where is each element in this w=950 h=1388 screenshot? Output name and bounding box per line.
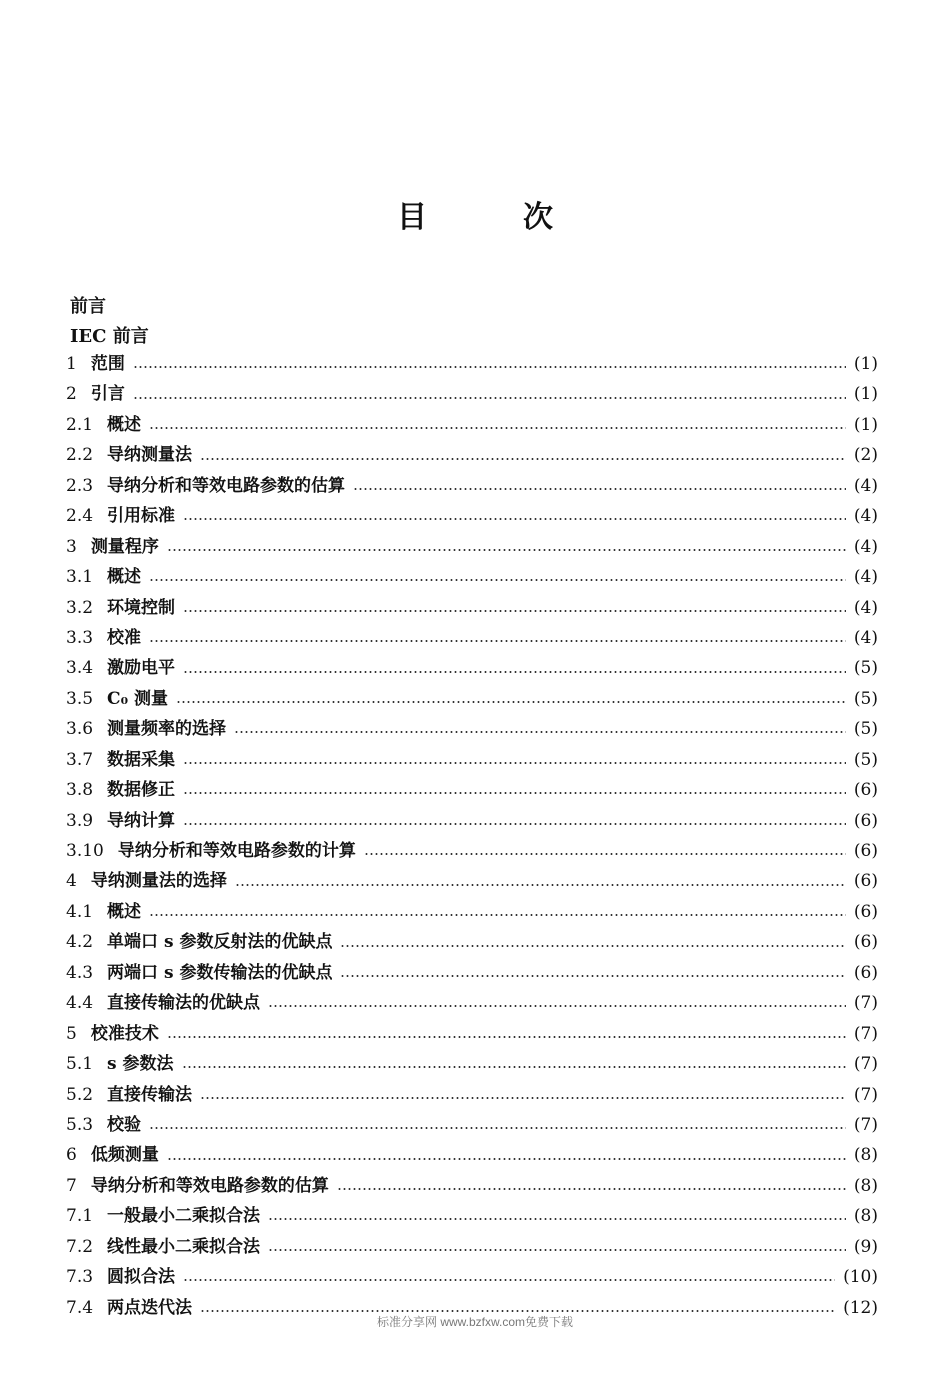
toc-entry-page: (6) xyxy=(853,871,878,892)
toc-entry-number: 3.4 xyxy=(66,658,94,679)
toc-entry xyxy=(66,379,878,409)
toc-entry-title: 导纳分析和等效电路参数的估算 xyxy=(107,475,346,496)
toc-entry-title: 数据修正 xyxy=(107,780,176,801)
toc-entry-title: 校验 xyxy=(107,1114,142,1135)
watermark-footer: 标准分享网 www.bzfxw.com免费下载 xyxy=(376,1315,574,1329)
dot-leader xyxy=(200,1097,846,1099)
toc-entry xyxy=(66,714,878,744)
toc-entry-page: (6) xyxy=(853,901,878,922)
toc-entry xyxy=(66,349,878,379)
toc-entry-number: 4.4 xyxy=(66,993,94,1014)
toc-entry-title: 环境控制 xyxy=(107,597,176,618)
toc-entry-page: (2) xyxy=(853,445,878,466)
toc-entry-title: 测量频率的选择 xyxy=(107,719,227,740)
toc-entry-number: 4 xyxy=(66,871,77,892)
toc-entry-title: 两端口 s 参数传输法的优缺点 xyxy=(107,962,333,983)
toc-entry-number: 6 xyxy=(66,1145,77,1166)
toc-entry-page: (1) xyxy=(853,354,878,374)
toc-entry-number: 3.5 xyxy=(66,688,94,709)
toc-entry-page: (5) xyxy=(853,749,878,770)
toc-entry-title: 测量程序 xyxy=(90,536,159,557)
toc-entry xyxy=(66,1201,878,1231)
toc-entry-number: 7.3 xyxy=(66,1267,94,1288)
toc-entry-title: 圆拟合法 xyxy=(107,1267,176,1288)
toc-entry-number: 2.2 xyxy=(66,445,94,466)
dot-leader xyxy=(183,610,846,612)
toc-entry-number: 5.2 xyxy=(66,1084,94,1105)
toc-entry-page: (7) xyxy=(853,1114,878,1135)
toc-entry-title: 数据采集 xyxy=(107,749,176,770)
toc-entry xyxy=(66,1080,878,1110)
dot-leader xyxy=(183,671,846,673)
toc-entry xyxy=(66,988,878,1018)
toc-entry xyxy=(66,866,878,896)
toc-entry xyxy=(66,927,878,957)
toc-entry-page: (10) xyxy=(843,1267,878,1288)
toc-entry-number: 4.1 xyxy=(66,901,94,922)
dot-leader xyxy=(337,1188,846,1190)
toc-entry-page: (6) xyxy=(853,780,878,801)
dot-leader xyxy=(149,914,846,916)
dot-leader xyxy=(200,1310,835,1312)
toc-entry-number: 3.7 xyxy=(66,749,94,770)
toc-entry xyxy=(66,562,878,592)
dot-leader xyxy=(133,366,846,368)
toc-entry-number: 2 xyxy=(66,384,77,405)
toc-entry-title: 直接传输法 xyxy=(107,1084,193,1105)
toc-entry-title: C₀ 测量 xyxy=(107,688,168,709)
dot-leader xyxy=(149,1127,846,1129)
toc-entry-page: (7) xyxy=(853,1023,878,1044)
toc-entry xyxy=(66,653,878,683)
page-title xyxy=(0,192,950,236)
toc-entry-number: 3.2 xyxy=(66,597,94,618)
toc-entry xyxy=(66,1019,878,1049)
toc-entry xyxy=(66,471,878,501)
dot-leader xyxy=(182,1066,846,1068)
dot-leader xyxy=(133,397,846,399)
toc-entry-number: 5.3 xyxy=(66,1114,94,1135)
dot-leader xyxy=(268,1249,846,1251)
toc-entry-page: (9) xyxy=(853,1236,878,1257)
toc-entry xyxy=(66,775,878,805)
dot-leader xyxy=(149,640,846,642)
toc-entry-page: (6) xyxy=(853,841,878,861)
toc-entry xyxy=(66,836,878,866)
toc-entry-number: 3.3 xyxy=(66,627,94,648)
toc-entry xyxy=(66,532,878,562)
toc-entry xyxy=(66,1262,878,1292)
toc-entry-title: 校准 xyxy=(107,627,142,648)
toc-entry xyxy=(66,1171,878,1201)
toc-entry-number: 3.10 xyxy=(66,841,104,861)
dot-leader xyxy=(167,1036,846,1038)
toc-entry xyxy=(66,806,878,836)
dot-leader xyxy=(183,1279,835,1281)
toc-entry-page: (5) xyxy=(853,719,878,740)
toc-entry-title: 直接传输法的优缺点 xyxy=(107,993,261,1014)
dot-leader xyxy=(183,518,846,520)
toc-entry-number: 3.8 xyxy=(66,780,94,801)
toc-entry-number: 2.1 xyxy=(66,414,94,435)
toc-entry xyxy=(66,1049,878,1079)
toc-foreword: 前言 xyxy=(70,296,106,317)
toc-entry-page: (4) xyxy=(853,475,878,496)
toc-entry xyxy=(66,958,878,988)
dot-leader xyxy=(340,975,845,977)
toc-entry-title: 导纳测量法 xyxy=(107,445,193,466)
dot-leader xyxy=(364,853,846,855)
toc-entry-page: (8) xyxy=(853,1175,878,1196)
dot-leader xyxy=(183,823,846,825)
toc-entry-page: (5) xyxy=(853,658,878,679)
toc-entry-title: 校准技术 xyxy=(90,1023,159,1044)
toc-entry-number: 2.4 xyxy=(66,506,94,527)
toc-entry xyxy=(66,410,878,440)
toc-entry-title: 导纳分析和等效电路参数的计算 xyxy=(117,841,356,861)
toc-entry xyxy=(66,501,878,531)
toc-entry xyxy=(66,1110,878,1140)
toc-iec-foreword: IEC 前言 xyxy=(70,326,149,347)
toc-entry-title: 两点迭代法 xyxy=(107,1297,193,1318)
toc-entry-number: 4.3 xyxy=(66,962,94,983)
dot-leader xyxy=(234,731,846,733)
toc-entry-title: 导纳测量法的选择 xyxy=(90,871,227,892)
dot-leader xyxy=(149,579,846,581)
toc-entry-title: 激励电平 xyxy=(107,658,176,679)
toc-entry xyxy=(66,897,878,927)
toc-entry xyxy=(66,623,878,653)
toc-entry-page: (12) xyxy=(843,1297,878,1318)
toc-entry-number: 5 xyxy=(66,1023,77,1044)
toc-entry-title: 概述 xyxy=(107,414,142,435)
toc-entry-page: (4) xyxy=(853,627,878,648)
toc-entry-title: 一般最小二乘拟合法 xyxy=(107,1206,261,1227)
dot-leader xyxy=(183,792,846,794)
toc-entry-title: 低频测量 xyxy=(90,1145,159,1166)
toc-entry-page: (1) xyxy=(853,384,878,405)
toc-entry-title: 导纳分析和等效电路参数的估算 xyxy=(90,1175,329,1196)
toc-entry-title: s 参数法 xyxy=(107,1054,174,1075)
toc-entry-title: 引言 xyxy=(90,384,125,405)
dot-leader xyxy=(167,549,846,551)
dot-leader xyxy=(235,884,846,886)
dot-leader xyxy=(268,1218,846,1220)
toc-entry-number: 4.2 xyxy=(66,932,94,953)
toc-entry xyxy=(66,440,878,470)
toc-entry-number: 2.3 xyxy=(66,475,94,496)
toc-entry-title: 范围 xyxy=(90,354,125,374)
toc-entry-page: (7) xyxy=(853,993,878,1014)
toc-entry-page: (4) xyxy=(853,567,878,588)
toc-entry-number: 3 xyxy=(66,536,77,557)
dot-leader xyxy=(340,945,845,947)
toc-entry-title: 线性最小二乘拟合法 xyxy=(107,1236,261,1257)
toc-entry-page: (7) xyxy=(853,1054,878,1075)
dot-leader xyxy=(149,427,846,429)
toc-entry-page: (1) xyxy=(853,414,878,435)
toc-entry-page: (4) xyxy=(853,506,878,527)
toc-entry xyxy=(66,593,878,623)
toc-entry-number: 5.1 xyxy=(66,1054,94,1075)
toc-entry-number: 7 xyxy=(66,1175,77,1196)
toc-entry-number: 7.4 xyxy=(66,1297,94,1318)
toc-entry-title: 概述 xyxy=(107,567,142,588)
toc-entry-title: 单端口 s 参数反射法的优缺点 xyxy=(107,932,333,953)
title-char-1: 目 xyxy=(397,200,427,235)
toc-entry-number: 3.1 xyxy=(66,567,94,588)
toc-entry xyxy=(66,1140,878,1170)
toc-entry-number: 3.9 xyxy=(66,810,94,831)
toc-entry-page: (6) xyxy=(853,932,878,953)
dot-leader xyxy=(353,488,846,490)
toc-entry xyxy=(66,745,878,775)
toc-entry-number: 7.1 xyxy=(66,1206,94,1227)
toc-entry xyxy=(66,684,878,714)
toc-entry-number: 7.2 xyxy=(66,1236,94,1257)
toc-entry xyxy=(66,1232,878,1262)
toc-entry-title: 引用标准 xyxy=(107,506,176,527)
toc-entry-page: (5) xyxy=(853,688,878,709)
toc-entry-page: (8) xyxy=(853,1145,878,1166)
toc-entry-number: 3.6 xyxy=(66,719,94,740)
dot-leader xyxy=(183,762,846,764)
toc-entry-page: (8) xyxy=(853,1206,878,1227)
dot-leader xyxy=(268,1005,846,1007)
toc-entry-title: 导纳计算 xyxy=(107,810,176,831)
toc-entry-page: (6) xyxy=(853,962,878,983)
toc-entry-page: (6) xyxy=(853,810,878,831)
toc-entry-number: 1 xyxy=(66,354,77,374)
dot-leader xyxy=(176,701,846,703)
toc-entry-page: (7) xyxy=(853,1084,878,1105)
toc-entry-title: 概述 xyxy=(107,901,142,922)
dot-leader xyxy=(167,1158,846,1160)
toc-entry-page: (4) xyxy=(853,597,878,618)
toc-entry-page: (4) xyxy=(853,536,878,557)
table-of-contents xyxy=(66,349,878,1323)
dot-leader xyxy=(200,458,846,460)
title-char-2: 次 xyxy=(523,200,553,235)
